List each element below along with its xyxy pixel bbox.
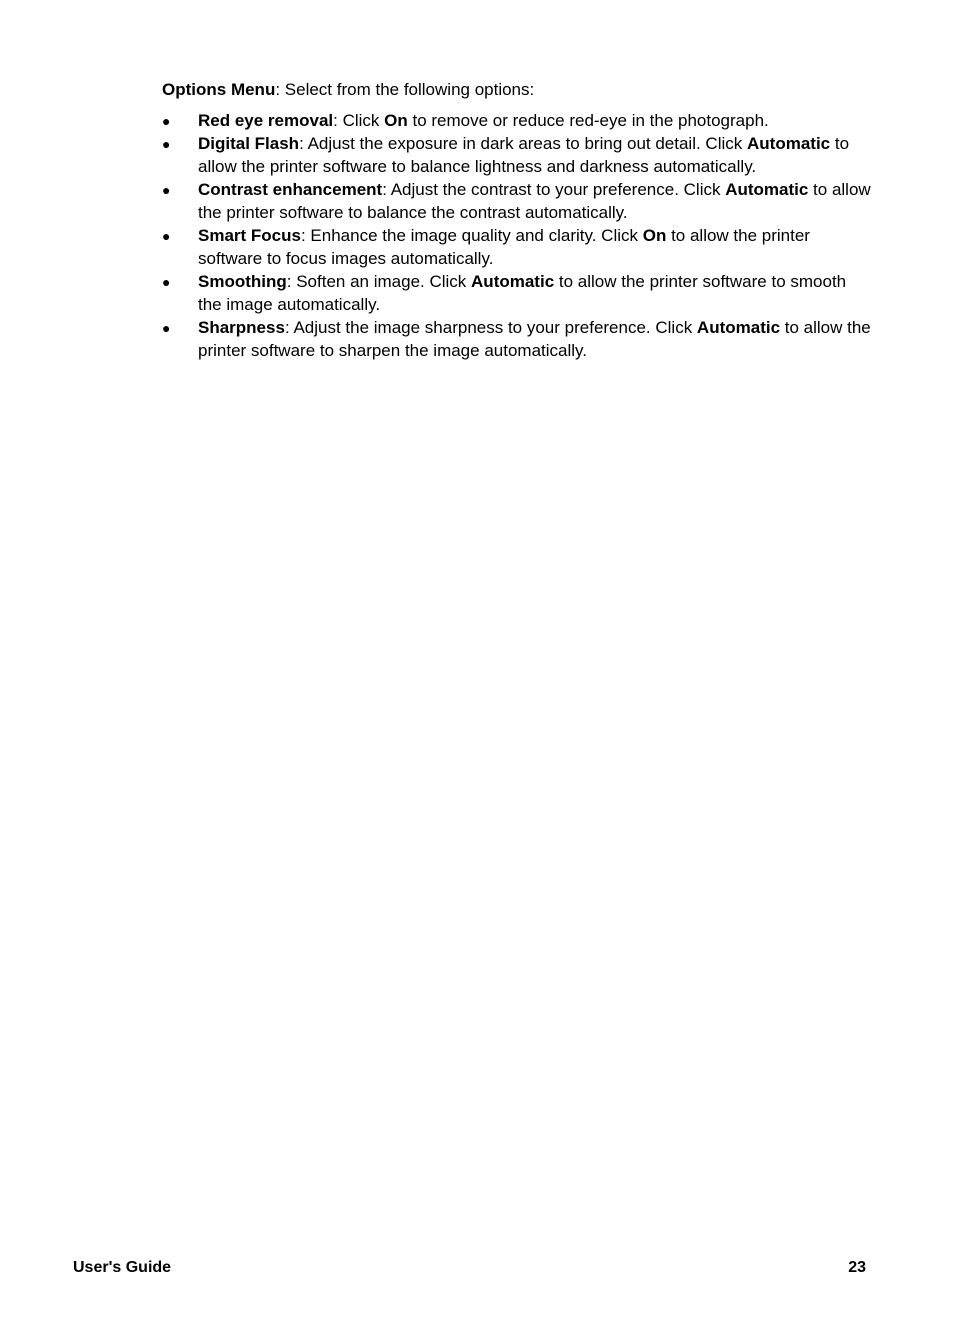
footer-guide-title: User's Guide xyxy=(73,1259,172,1276)
bold-term: Automatic xyxy=(696,318,781,337)
list-item-text xyxy=(198,180,871,222)
bullet-icon: ● xyxy=(162,136,171,152)
bullet-icon: ● xyxy=(162,112,171,129)
list-item-text xyxy=(198,226,810,268)
item-text: to allow the printer software to focus images automatically. xyxy=(198,226,810,268)
list-item xyxy=(162,179,872,224)
list-item xyxy=(162,271,872,316)
bold-term: Automatic xyxy=(725,180,809,199)
bold-term: Digital Flash xyxy=(198,134,300,153)
options-menu-text: : Select from the following options: xyxy=(275,80,535,99)
bold-term: Smart Focus xyxy=(198,226,301,245)
bold-term: Automatic xyxy=(471,272,555,291)
bold-term: Contrast enhancement xyxy=(198,180,383,199)
bullet-icon: ● xyxy=(162,320,171,336)
options-menu-label: Options Menu xyxy=(162,80,276,99)
list-item-text xyxy=(198,134,849,176)
item-text: to allow the printer software to smooth the image automatically. xyxy=(198,272,847,314)
item-text: : Adjust the contrast to your preference. Click xyxy=(382,180,726,199)
bold-term: Smoothing xyxy=(198,272,287,291)
options-menu-intro xyxy=(162,79,872,102)
bold-term: Red eye removal xyxy=(198,110,334,130)
item-text: to remove or reduce red-eye in the photograph. xyxy=(407,110,769,130)
item-text: : Adjust the image sharpness to your preference. Click xyxy=(284,318,697,337)
item-text: : Click xyxy=(333,110,385,130)
bullet-icon: ● xyxy=(162,182,171,198)
list-item-text xyxy=(198,272,846,314)
item-text: : Enhance the image quality and clarity. Click xyxy=(300,226,643,245)
list-item xyxy=(162,225,872,270)
bullet-icon: ● xyxy=(162,228,171,244)
bold-term: Automatic xyxy=(747,134,831,153)
item-text: to allow the printer software to balance the contrast automatically. xyxy=(198,180,871,222)
list-item xyxy=(162,317,872,362)
list-item xyxy=(162,133,872,178)
bullet-icon: ● xyxy=(162,274,171,290)
list-item xyxy=(162,110,872,133)
list-item-text xyxy=(198,111,769,130)
footer-page-number: 23 xyxy=(848,1259,866,1276)
bold-term: On xyxy=(642,226,667,245)
list-item-text xyxy=(198,318,871,360)
options-list xyxy=(162,110,872,363)
item-text: : Soften an image. Click xyxy=(286,272,472,291)
item-text: : Adjust the exposure in dark areas to bring out detail. Click xyxy=(299,134,747,153)
document-body xyxy=(162,79,872,363)
bold-term: Sharpness xyxy=(198,318,285,337)
item-text: to allow the printer software to sharpen the image automatically. xyxy=(198,318,871,360)
bold-term: On xyxy=(384,110,408,130)
item-text: to allow the printer software to balance lightness and darkness automatically. xyxy=(198,134,850,176)
